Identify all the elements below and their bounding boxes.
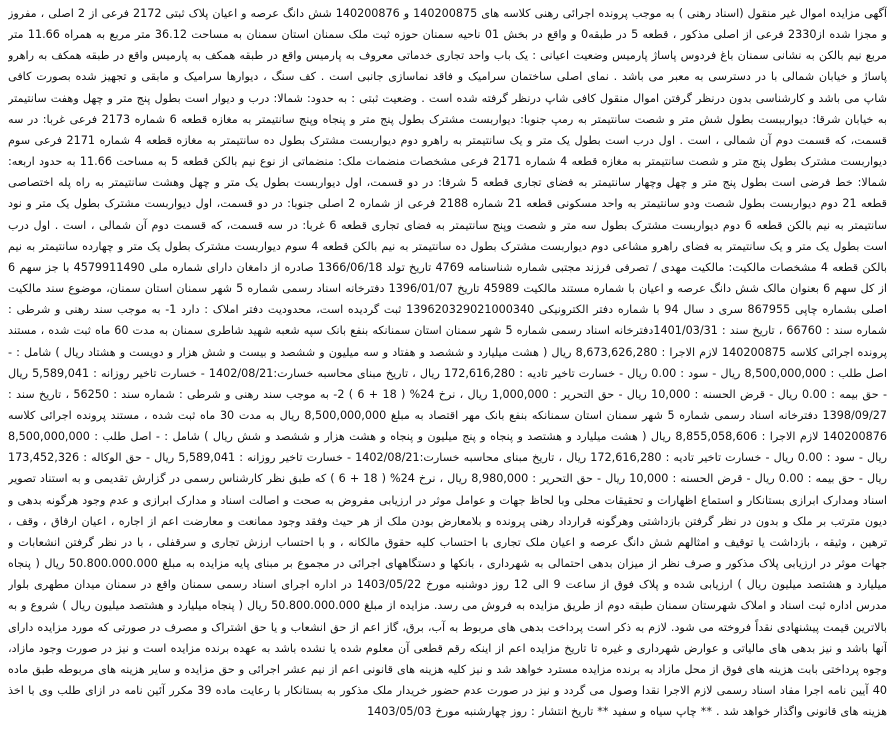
auction-notice [8, 3, 887, 728]
notice-body-text: آگهی مزایده اموال غیر منقول (اسناد رهنی ) به موجب پرونده اجرائی رهنی کلاسه های 140200875 و 140200876 شش دانگ عرصه و اعیان پلاک ثبتی 2172 فرعی از 2 اصلی ، مفروز و مجزا شده از2330 فرعی از اصلی مذکور ، قطعه 5 در طبقه0 و واقع در بخش 01 ناحیه سمنان حوزه ثبت ملک سمنان استان سمنان به مساحت 36.12 متر مربع به همراه 11.66 متر مربع نیم بالکن به نشانی سمنان باغ فردوس پاساژ پارمیس وضعیت اعیانی : یک باب واحد تجاری خدماتی معروف به پارمیس واقع در طبقه همکف به پارمیس واقع در طبقه همکف به راهرو پاساژ و خیابان شمالی با در دسترسی به معبر می باشد . نمای اصلی ساختمان سرامیک و فاقد نماسازی جانبی است . کف سنگ ، دیوارها سرامیک و مابقی و تجهیز شده بصورت کافی شاپ می باشد و کارشناسی بدون درنظر گرفتن اموال منقول کافی شاپ درنظر گرفته شده است . وضعیت ثبتی : به حدود: شمالا: درب و دیوار است بطول پنج متر و چهل وهفت سانتیمتر به خیابان شرقا: دیوارببست بطول شش متر و شصت سانتیمتر به رمپ جنوبا: دیواربست مشترک بطول پنج متر و پنجاه وپنج سانتیمتر به مغازه قطعه 6 شماره 2173 فرعی غربا: در سه قسمت، که قسمت دوم آن شمالی ، است . اول درب است بطول یک متر و یک سانتیمتر به راهرو دوم دیواربست مشترک بطول ده سانتیمتر به مغازه قطعه 4 شماره 2171 فرعی سوم دیواربست مشترک بطول پنج متر و شصت سانتیمتر به مغازه قطعه 4 شماره 2171 فرعی مشخصات منضمات ملک: منضماتی از نوع نیم بالکن قطعه 5 به مساحت 11.66 به حدود اربعه: شمالا: خط فرضی است بطول پنج متر و چهل وچهار سانتیمتر به فضای تجاری قطعه 5 شرقا: در دو قسمت، اول دیواربست بطول یک متر و چهل وهشت سانتیمتر به راه پله اختصاصی قطعه 21 دوم دیواربست بطول شصت ودو سانتیمتر به واحد مسکونی قطعه 21 شماره 2188 فرعی از شماره 2 اصلی جنوبا: در دو قسمت، اول دیواربست مشترک بطول یک متر و نود سانتیمتر به نیم بالکن قطعه 6 دوم دیواربست مشترک بطول سه متر و شصت وپنج سانتیمتر به فضای تجاری قطعه 6 غربا: در سه قسمت، که قسمت دوم آن شمالی ، است . اول درب است بطول یک متر و یک سانتیمتر به فضای راهرو مشاعی دوم دیواربست مشترک بطول ده سانتیمتر به نیم بالکن قطعه 4 سوم دیواربست مشترک بطول یک متر و چهارده سانتیمتر به نیم بالکن قطعه 4 مشخصات مالکیت: مالکیت مهدی / تصرفی فرزند مجتبی شماره شناسنامه 4769 تاریخ تولد 1366/06/18 صادره از دامغان دارای شماره ملی 4579911490 با جز سهم 6 از کل سهم 6 بعنوان مالک شش دانگ عرصه و اعیان با شماره مستند مالکیت 45989 تاریخ 1396/01/07 دفترخانه اسناد رسمی شماره 5 شهر سمنان استان سمنان، موضوع سند مالکیت اصلی بشماره چاپی 867955 سری د سال 94 با شماره دفتر الکترونیکی 139620329021000340 ثبت گردیده است، محدودیت دفتر املاک : دارد 1- به موجب سند رهنی و شرطی : شماره سند : 66760 ، تاریخ سند : 1401/03/31دفترخانه اسناد رسمی شماره 5 شهر سمنان استان سمنانکه بنفع بانک سپه شعبه شهید شاطری سمنان به مدت 60 ماه ثبت شده ، مستند پرونده اجرائی کلاسه 140200875 لازم الاجرا : 8,673,626,280 ریال ( هشت میلیارد و ششصد و هفتاد و سه میلیون و ششصد و بیست و شش هزار و دویست و هشتاد ریال ) شامل : - اصل طلب : 8,500,000,000 ریال - سود : 0.00 ریال - خسارت تاخیر تادیه : 172,616,280 ریال ، تاریخ مبنای محاسبه خسارت:1402/08/21 - خسارت تاخیر روزانه : 5,589,041 ریال - حق بیمه : 0.00 ریال - قرض الحسنه : 10,000 ریال - حق التحریر : 1,000,000 ریال ، نرخ 24% ( 18 + 6 ) 2- به موجب سند رهنی و شرطی : شماره سند : 56250 ، تاریخ سند : 1398/09/27 دفترخانه اسناد رسمی شماره 5 شهر سمنان استان سمنانکه بنفع بانک مهر اقتصاد به مبلغ 8,500,000,000 ریال به مدت 30 ماه ثبت شده ، مستند پرونده اجرائی کلاسه 140200876 لازم الاجرا : 8,855,058,606 ریال ( هشت میلیارد و هشتصد و پنجاه و پنج میلیون و پنجاه و هشت هزار و ششصد و شش ریال ) شامل : - اصل طلب : 8,500,000,000 ریال - سود : 0.00 ریال - خسارت تاخیر تادیه : 172,616,280 ریال ، تاریخ مبنای محاسبه خسارت:1402/08/21 - خسارت تاخیر روزانه : 5,589,041 ریال - حق الوکاله : 173,452,326 ریال - حق بیمه : 0.00 ریال - قرض الحسنه : 10,000 ریال - حق التحریر : 8,980,000 ریال ، نرخ 24% ( 18 + 6 ) که طبق نظر کارشناس رسمی در گزارش تقدیمی و به استناد تصویر اسناد ومدارک ابرازی بستانکار و استماع اظهارات و تحقیقات محلی وبا لحاظ جهات و عوامل موثر در ارزیابی مفروض به صحت و اصالت اسناد و مدارک ابرازی و عدم وجود هرگونه بدهی و دیون مترتب بر ملک و بدون در نظر گرفتن بازداشتی وهرگونه قرارداد رهنی پرونده و بلامعارض بودن ملک از هر حیث وفقد وجود ممانعت و معارضت اعم از اجاره ، اعیان ارفاق ، وقف ، ترهین ، وثیقه ، بازداشت یا توقیف و امثالهم شش دانگ عرصه و اعیان ملک تجاری با احتساب کلیه حقوق مالکانه ، و با احتساب ارزش تجاری و سرقفلی ، با در نظر گرفتن انشعابات و جهات موثر در ارزیابی پلاک مذکور و صرف نظر از میزان بدهی احتمالی به شهرداری ، بانکها و دستگاههای اجرائی در مجموع بر مبنای پایه مزایده به مبلغ 50.800.000.000 ریال ( پنجاه میلیارد و هشتصد میلیون ریال ) ارزیابی شده و پلاک فوق از ساعت 9 الی 12 روز دوشنبه مورخ 1403/05/22 در اداره اجرای اسناد رسمی سمنان واقع در سمنان میدان مطهری بلوار مدرس اداره ثبت اسناد و املاک شهرستان سمنان طبقه دوم از طریق مزایده به فروش می رسد. مزایده از مبلغ 50.800.000.000 ریال ( پنجاه میلیارد و هشتصد میلیون ریال ) شروع و به بالاترین قیمت پیشنهادی نقداً فروخته می شود. لازم به ذکر است پرداخت بدهی های مربوط به آب، برق، گاز اعم از حق انشعاب و یا حق اشتراک و مصرف در صورتی که مورد مزایده دارای آنها باشد و نیز بدهی های مالیاتی و عوارض شهرداری و غیره تا تاریخ مزایده اعم از اینکه رقم قطعی آن معلوم شده یا نشده باشد به عهده برنده مزایده است و نیز در صورت وجود مازاد، وجوه پرداختی بابت هزینه های فوق از محل مازاد به برنده مزایده مسترد خواهد شد و نیز کلیه هزینه های قانونی اعم از نیم عشر اجرائی و حق مزایده و سایر هزینه های مربوطه طبق ماده 40 آیین نامه اجرا مفاد اسناد رسمی لازم الاجرا نقدا وصول می گردد و نیز در صورت عدم حضور خریدار ملک مذکور به بستانکار با رعایت ماده 39 مکرر آئین نامه در ازای طلب وی با اخذ هزینه های قانونی واگذار خواهد شد . ** چاپ سیاه و سفید ** تاریخ انتشار : روز چهارشنبه مورخ 1403/05/03 [8, 7, 887, 719]
